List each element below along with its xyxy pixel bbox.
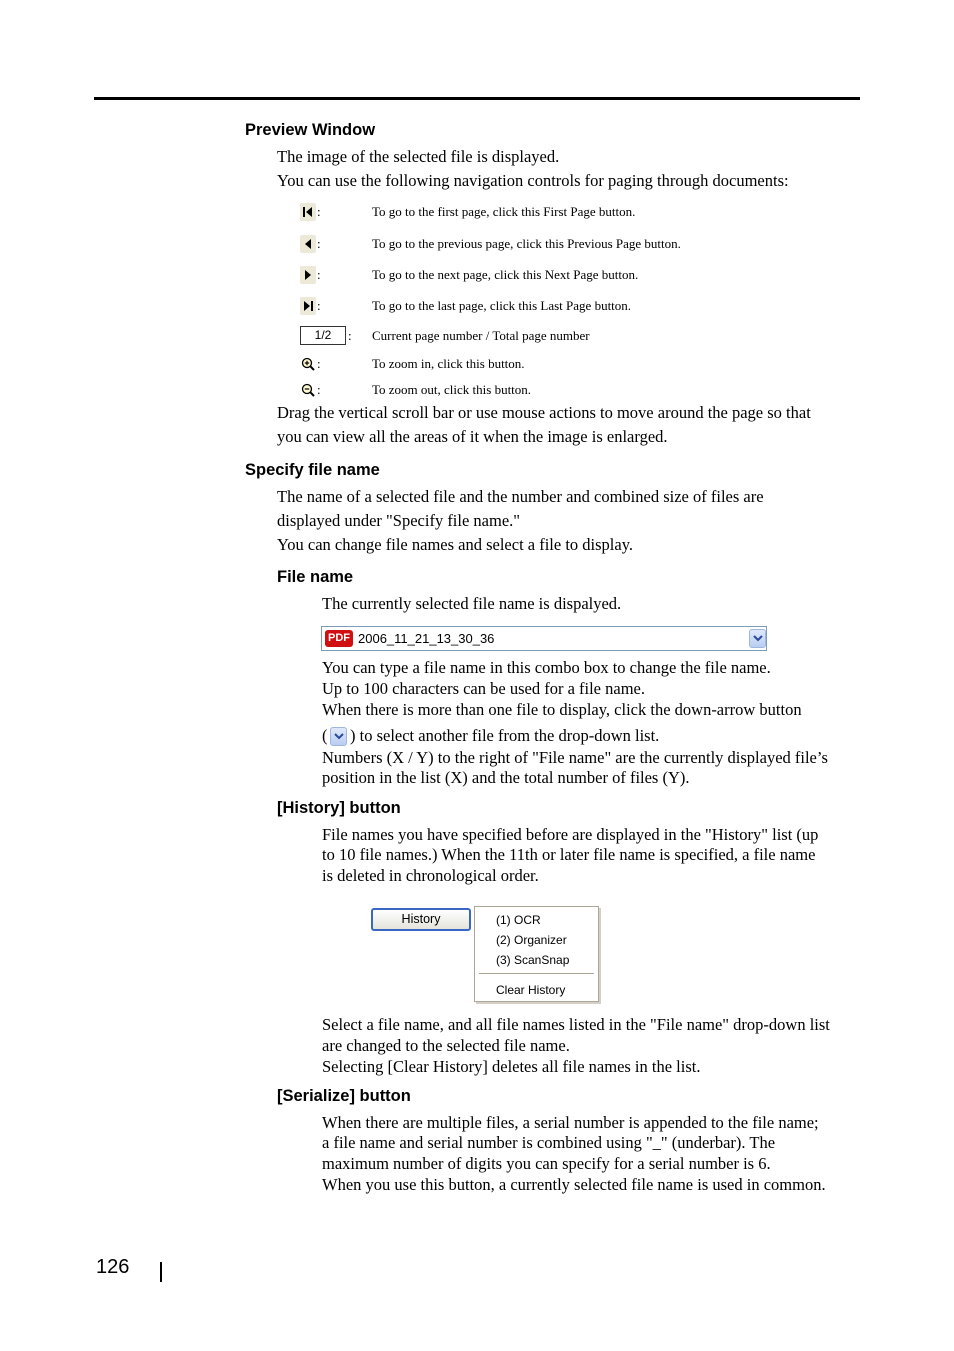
file-name-paragraph-5: ) to select another file from the drop-down list. xyxy=(350,726,660,745)
history-paragraph-6: Selecting [Clear History] deletes all file names in the list. xyxy=(322,1057,701,1076)
preview-window-heading: Preview Window xyxy=(245,121,376,139)
previous-page-icon xyxy=(300,235,316,253)
file-name-heading: File name xyxy=(277,568,354,586)
file-name-value: 2006_11_21_13_30_36 xyxy=(358,631,495,646)
history-heading: [History] button xyxy=(277,799,401,817)
file-name-paragraph-4: When there is more than one file to display, click the down-arrow button xyxy=(322,700,802,719)
file-name-paragraph-7: position in the list (X) and the total number of files (Y). xyxy=(322,768,690,787)
serialize-paragraph-4: When you use this button, a currently selected file name is used in common. xyxy=(322,1175,826,1194)
serialize-paragraph-1: When there are multiple files, a serial number is appended to the file name; xyxy=(322,1113,819,1132)
specify-paragraph-1a: The name of a selected file and the number and combined size of files are xyxy=(277,487,764,506)
history-menu-item[interactable]: (1) OCR xyxy=(496,913,541,927)
serialize-paragraph-2: a file name and serial number is combined using "_" (underbar). The xyxy=(322,1133,776,1152)
footer-divider xyxy=(160,1262,162,1282)
clear-history-item[interactable]: Clear History xyxy=(496,983,566,997)
serialize-heading: [Serialize] button xyxy=(277,1087,411,1105)
preview-paragraph-2: You can use the following navigation controls for paging through documents: xyxy=(277,171,789,190)
nav-description: To zoom out, click this button. xyxy=(372,382,532,397)
history-paragraph-1: File names you have specified before are displayed in the "History" list (up xyxy=(322,825,819,844)
last-page-icon xyxy=(300,297,316,315)
down-arrow-button-icon xyxy=(330,727,347,746)
nav-description: To go to the next page, click this Next Page button. xyxy=(372,267,639,282)
history-paragraph-3: is deleted in chronological order. xyxy=(322,866,539,885)
history-menu-item[interactable]: (2) Organizer xyxy=(496,933,567,947)
file-name-paragraph-6: Numbers (X / Y) to the right of "File name" are the currently displayed file’s xyxy=(322,748,828,767)
file-name-paragraph-3: Up to 100 characters can be used for a file name. xyxy=(322,679,645,698)
file-name-paragraph-1: The currently selected file name is dispalyed. xyxy=(322,594,622,613)
menu-separator xyxy=(479,973,594,974)
file-name-paragraph-2: You can type a file name in this combo box to change the file name. xyxy=(322,658,771,677)
next-page-icon xyxy=(300,266,316,284)
specify-paragraph-1b: displayed under "Specify file name." xyxy=(277,511,521,530)
zoom-out-icon xyxy=(300,381,316,399)
preview-paragraph-3b: you can view all the areas of it when the image is enlarged. xyxy=(277,427,668,446)
header-rule xyxy=(94,97,860,100)
nav-description: To go to the last page, click this Last Page button. xyxy=(372,298,632,313)
serialize-paragraph-3: maximum number of digits you can specify for a serial number is 6. xyxy=(322,1154,771,1173)
nav-description: To go to the first page, click this First Page button. xyxy=(372,204,636,219)
history-menu-item[interactable]: (3) ScanSnap xyxy=(496,953,570,967)
specify-file-name-heading: Specify file name xyxy=(245,461,380,479)
page-number-box: 1/2 xyxy=(300,326,346,345)
preview-paragraph-3a: Drag the vertical scroll bar or use mouse actions to move around the page so that xyxy=(277,403,811,422)
pdf-icon: PDF xyxy=(325,630,353,647)
combo-dropdown-button[interactable] xyxy=(749,629,766,648)
nav-description: To go to the previous page, click this Previous Page button. xyxy=(372,236,681,251)
zoom-in-icon xyxy=(300,355,316,373)
page-number: 126 xyxy=(96,1256,130,1278)
file-name-paragraph-5-open: ( xyxy=(322,726,328,745)
history-button[interactable]: History xyxy=(371,908,471,931)
nav-description: To zoom in, click this button. xyxy=(372,356,525,371)
preview-paragraph-1: The image of the selected file is displayed. xyxy=(277,147,560,166)
nav-description: Current page number / Total page number xyxy=(372,328,590,343)
history-paragraph-5: are changed to the selected file name. xyxy=(322,1036,570,1055)
history-paragraph-2: to 10 file names.) When the 11th or later file name is specified, a file name xyxy=(322,845,816,864)
specify-paragraph-2: You can change file names and select a file to display. xyxy=(277,535,634,554)
file-name-combo-box[interactable] xyxy=(321,626,767,651)
history-menu xyxy=(474,906,599,1002)
history-paragraph-4: Select a file name, and all file names listed in the "File name" drop-down list xyxy=(322,1015,830,1034)
first-page-icon xyxy=(300,203,316,221)
